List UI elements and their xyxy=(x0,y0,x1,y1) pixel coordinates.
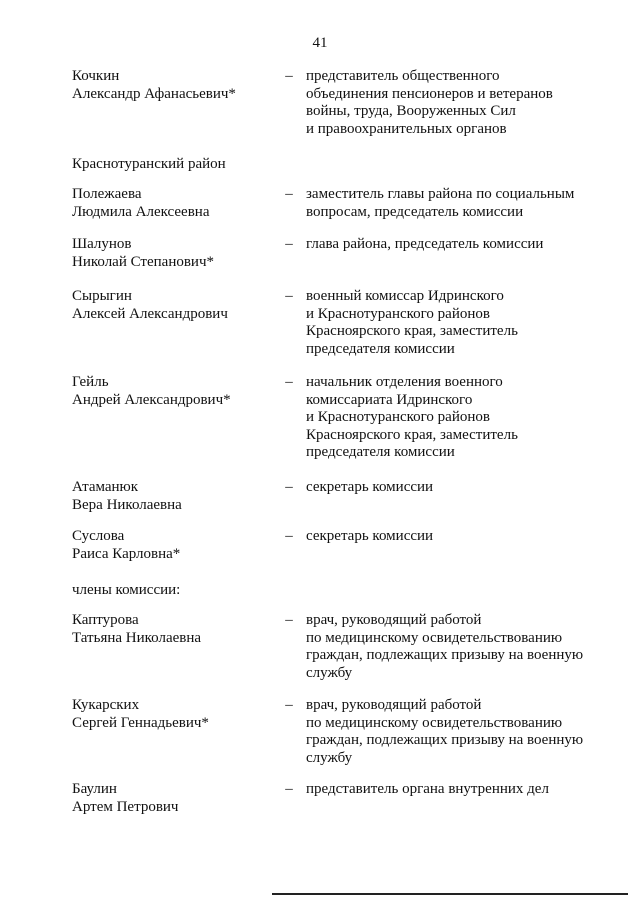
surname: Атаманюк xyxy=(72,479,139,495)
district-heading: Краснотуранский район xyxy=(72,156,226,172)
person-name xyxy=(72,697,277,732)
role-line: Красноярского края, заместитель xyxy=(306,426,518,443)
given-names: Татьяна Николаевна xyxy=(72,629,202,646)
person-name xyxy=(72,612,277,647)
surname: Кукарских xyxy=(72,697,140,713)
role-line: по медицинскому освидетельствованию xyxy=(306,629,563,646)
role-line: Красноярского края, заместитель xyxy=(306,323,518,340)
position-description xyxy=(306,374,606,462)
person-name xyxy=(72,186,277,221)
position-description xyxy=(306,697,606,767)
role-line: объединения пенсионеров и ветеранов xyxy=(306,85,553,102)
page-number: 41 xyxy=(312,35,328,51)
person-name xyxy=(72,288,277,323)
surname: Гейль xyxy=(72,374,109,390)
dash: – xyxy=(285,236,293,252)
given-names: Вера Николаевна xyxy=(72,496,182,513)
position-description xyxy=(306,528,606,546)
role-line: службу xyxy=(306,749,353,766)
role-line: вопросам, председатель комиссии xyxy=(306,203,524,220)
dash: – xyxy=(285,479,293,495)
role-line: войны, труда, Вооруженных Сил xyxy=(306,103,516,120)
given-names: Андрей Александрович* xyxy=(72,391,231,408)
dash: – xyxy=(285,781,293,797)
person-name xyxy=(72,236,277,271)
surname: Кочкин xyxy=(72,68,120,84)
dash: – xyxy=(285,186,293,202)
surname: Каптурова xyxy=(72,612,139,628)
role-line: граждан, подлежащих призыву на военную xyxy=(306,732,584,749)
dash: – xyxy=(285,697,293,713)
role-line: и Краснотуранского районов xyxy=(306,409,490,426)
dash: – xyxy=(285,68,293,84)
role-line: глава района, председатель комиссии xyxy=(306,236,544,252)
role-line: секретарь комиссии xyxy=(306,528,434,544)
position-description xyxy=(306,612,606,682)
person-name xyxy=(72,68,277,103)
person-name xyxy=(72,528,277,563)
given-names: Артем Петрович xyxy=(72,798,179,815)
role-line: председателя комиссии xyxy=(306,340,455,357)
position-description xyxy=(306,236,606,254)
given-names: Николай Степанович* xyxy=(72,253,214,270)
surname: Суслова xyxy=(72,528,125,544)
role-line: врач, руководящий работой xyxy=(306,697,482,713)
role-line: граждан, подлежащих призыву на военную xyxy=(306,647,584,664)
person-name xyxy=(72,374,277,409)
role-line: и Краснотуранского районов xyxy=(306,305,490,322)
given-names: Людмила Алексеевна xyxy=(72,203,210,220)
role-line: представитель органа внутренних дел xyxy=(306,781,549,797)
dash: – xyxy=(285,288,293,304)
given-names: Раиса Карловна* xyxy=(72,545,181,562)
surname: Баулин xyxy=(72,781,117,797)
role-line: представитель общественного xyxy=(306,68,500,84)
footer-rule xyxy=(272,893,628,895)
members-heading: члены комиссии: xyxy=(72,582,181,598)
dash: – xyxy=(285,374,293,390)
role-line: комиссариата Идринского xyxy=(306,391,473,408)
role-line: заместитель главы района по социальным xyxy=(306,186,575,202)
given-names: Сергей Геннадьевич* xyxy=(72,714,209,731)
role-line: и правоохранительных органов xyxy=(306,120,507,137)
position-description xyxy=(306,479,606,497)
surname: Полежаева xyxy=(72,186,142,202)
dash: – xyxy=(285,528,293,544)
role-line: начальник отделения военного xyxy=(306,374,503,390)
dash: – xyxy=(285,612,293,628)
person-name xyxy=(72,479,277,514)
position-description xyxy=(306,781,606,799)
position-description xyxy=(306,186,606,221)
role-line: службу xyxy=(306,664,353,681)
surname: Сырыгин xyxy=(72,288,132,304)
role-line: секретарь комиссии xyxy=(306,479,434,495)
role-line: военный комиссар Идринского xyxy=(306,288,504,304)
position-description xyxy=(306,68,606,138)
surname: Шалунов xyxy=(72,236,132,252)
given-names: Алексей Александрович xyxy=(72,305,228,322)
role-line: по медицинскому освидетельствованию xyxy=(306,714,563,731)
person-name xyxy=(72,781,277,816)
role-line: врач, руководящий работой xyxy=(306,612,482,628)
given-names: Александр Афанасьевич* xyxy=(72,85,236,102)
role-line: председателя комиссии xyxy=(306,444,455,461)
position-description xyxy=(306,288,606,358)
